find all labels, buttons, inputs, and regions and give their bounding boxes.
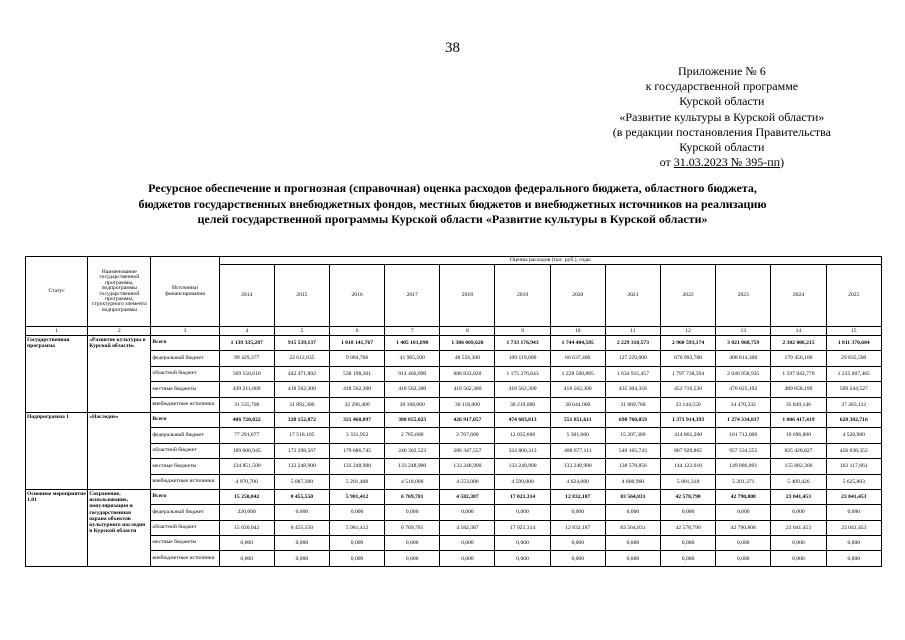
table-row [26,412,882,427]
column-numbers-row [26,327,882,336]
column-number: 14 [771,327,826,336]
cell-value: 698 760,859 [605,412,660,427]
cell-value: 42 578,790 [661,489,716,504]
cell-value: 551 851,611 [550,412,605,427]
header-year: 2022 [661,265,716,327]
cell-value: 408 677,111 [550,443,605,458]
cell-value: 35 849,146 [771,397,826,412]
cell-value: 0,000 [385,551,440,566]
annex-date-prefix: от [659,155,674,170]
cell-value: 6 769,781 [385,489,440,504]
header-year: 2016 [329,265,384,327]
cell-value: 474 683,813 [495,412,550,427]
column-number: 11 [605,327,660,336]
cell-value: 0,000 [550,551,605,566]
cell-value: 286 347,557 [440,443,495,458]
column-number: 12 [661,327,716,336]
header-year: 2014 [219,265,274,327]
cell-value: 4 970,700 [219,474,274,489]
annex-line: Курской области [679,140,765,155]
cell-value: 8 455,550 [274,489,329,504]
cell-status: Государственная программа [26,336,88,413]
cell-source: внебюджетные источники [151,397,219,412]
header-status: Статус [26,257,88,327]
table-row [26,459,882,474]
cell-value: 0,000 [440,505,495,520]
cell-value: 240 302,523 [385,443,440,458]
column-number: 7 [385,327,440,336]
cell-value: 33 144,550 [661,397,716,412]
cell-value: 37 283,112 [826,397,881,412]
cell-value: 5 087,300 [274,474,329,489]
cell-value: 5 301,600 [550,428,605,443]
column-number: 4 [219,327,274,336]
cell-program-name: «Наследие» [88,412,151,489]
cell-value: 0,000 [219,551,274,566]
cell-value: 4 518,000 [385,474,440,489]
cell-value: 149 886,891 [716,459,771,474]
cell-value: 1 405 101,890 [385,336,440,351]
cell-value: 0,000 [495,505,550,520]
cell-value: 4 599,000 [495,474,550,489]
cell-value: 12 832,187 [550,520,605,535]
cell-value: 23 041,453 [771,489,826,504]
cell-value: 1 235 007,465 [826,366,881,381]
cell-source: федеральный бюджет [151,351,219,366]
cell-value: 155 882,366 [771,459,826,474]
cell-value: 328 152,872 [274,412,329,427]
annex-number-sign: № [727,155,746,170]
annex-number: 395-пп [745,155,781,170]
cell-value: 914 466,090 [385,366,440,381]
cell-source: Всего [151,489,219,504]
cell-value: 23 041,453 [826,489,881,504]
column-number: 10 [550,327,605,336]
cell-value: 5 201,400 [329,474,384,489]
cell-value: 0,000 [771,551,826,566]
cell-value: 31 892,300 [274,397,329,412]
column-number: 1 [26,327,88,336]
cell-value: 162 117,661 [826,459,881,474]
cell-value: 2 046 958,935 [716,366,771,381]
cell-value: 0,000 [771,536,826,551]
annex-line: Курской области [679,94,765,109]
cell-value: 23 041,453 [771,520,826,535]
cell-value: 957 534,555 [716,443,771,458]
annex-date: 31.03.2023 [673,155,728,170]
cell-program-name: Сохранение, использование, популяризация и государственная охрана объектов культурного наследия в Курской области [88,489,151,566]
cell-value: 1 811 370,604 [826,336,881,351]
cell-value: 133 248,900 [329,459,384,474]
cell-value: 133 248,900 [385,459,440,474]
cell-value: 15 207,300 [605,428,660,443]
cell-value: 2 767,600 [440,428,495,443]
cell-value: 2 960 593,174 [661,336,716,351]
cell-value: 489 658,199 [771,382,826,397]
table-row [26,505,882,520]
cell-value: 144 122,010 [661,459,716,474]
cell-value: 1 175 276,643 [495,366,550,381]
cell-program-name: «Развитие культуры в Курской области» [88,336,151,413]
table-row [26,489,882,504]
table-row [26,382,882,397]
cell-value: 1 634 915,457 [605,366,660,381]
cell-value: 66 637,400 [550,351,605,366]
cell-value: 0,000 [219,536,274,551]
cell-value: 0,000 [605,536,660,551]
table-row [26,551,882,566]
cell-value: 17 021,314 [495,520,550,535]
header-sources: Источники финансирования [151,257,219,327]
table-row [26,520,882,535]
cell-value: 0,000 [550,536,605,551]
cell-value: 0,000 [826,551,881,566]
cell-value: 161 712,000 [716,428,771,443]
cell-value: 23 041,453 [826,520,881,535]
cell-status: Подпрограмма 1 [26,412,88,489]
header-year: 2025 [826,265,881,327]
cell-value: 0,000 [385,505,440,520]
cell-value: 470 825,192 [716,382,771,397]
cell-value: 133 248,900 [440,459,495,474]
budget-table [25,256,882,567]
cell-value: 0,000 [329,551,384,566]
cell-value: 1 797 738,394 [661,366,716,381]
cell-value: 5 201,371 [716,474,771,489]
cell-source: федеральный бюджет [151,505,219,520]
cell-value: 418 562,300 [329,382,384,397]
cell-value: 0,000 [771,505,826,520]
column-number: 5 [274,327,329,336]
cell-value: 456 038,352 [826,443,881,458]
cell-value: 30 118,000 [440,397,495,412]
cell-source: внебюджетные источники [151,551,219,566]
cell-value: 1 228 560,885 [550,366,605,381]
table-row [26,536,882,551]
table-body [26,336,882,567]
cell-value: 1 018 141,767 [329,336,384,351]
cell-value: 17 518,105 [274,428,329,443]
cell-value: 0,000 [826,505,881,520]
cell-value: 888 833,020 [440,366,495,381]
cell-value: 324 800,313 [495,443,550,458]
column-number: 3 [151,327,219,336]
cell-value: 138 578,856 [605,459,660,474]
cell-value: 1 386 069,620 [440,336,495,351]
cell-source: местные бюджеты [151,382,219,397]
cell-value: 0,000 [329,536,384,551]
cell-value: 0,000 [495,551,550,566]
cell-value: 807 929,865 [661,443,716,458]
cell-value: 1 274 334,817 [716,412,771,427]
cell-value: 1 597 042,770 [771,366,826,381]
column-number: 15 [826,327,881,336]
cell-value: 12 035,600 [495,428,550,443]
cell-value: 22 612,635 [274,351,329,366]
cell-value: 4 808,960 [605,474,660,489]
annex-line: Приложение № 6 [677,64,766,78]
cell-value: 0,000 [495,536,550,551]
cell-value: 0,000 [661,505,716,520]
cell-value: 0,000 [385,536,440,551]
cell-value: 41 905,500 [385,351,440,366]
cell-value: 19 696,800 [771,428,826,443]
cell-value: 418 562,300 [440,382,495,397]
cell-value: 15 250,042 [219,489,274,504]
title-line: бюджетов государственных внебюджетных фондов, местных бюджетов и внебюджетных источников на реализацию [138,196,767,211]
table-row [26,336,882,351]
header-name: Наименование государственной программы, подпрограммы государственной программы, структурного элемента подпрограммы [88,257,151,327]
cell-value: 133 248,900 [495,459,550,474]
cell-value: 17 021,314 [495,489,550,504]
header-year: 2017 [385,265,440,327]
cell-value: 406 720,822 [219,412,274,427]
cell-value: 2 229 318,573 [605,336,660,351]
cell-value: 29 835,500 [826,351,881,366]
cell-value: 48 556,300 [440,351,495,366]
column-number: 6 [329,327,384,336]
table-row [26,351,882,366]
cell-value: 133 248,900 [550,459,605,474]
cell-value: 42 578,790 [661,520,716,535]
column-number: 13 [716,327,771,336]
cell-source: федеральный бюджет [151,428,219,443]
cell-value: 5 981,412 [329,520,384,535]
cell-value: 439 211,600 [219,382,274,397]
cell-source: местные бюджеты [151,536,219,551]
cell-value: 0,000 [716,551,771,566]
cell-value: 3 331,952 [329,428,384,443]
cell-value: 569 158,610 [219,366,274,381]
cell-value: 1 371 914,393 [661,412,716,427]
cell-value: 109 119,000 [495,351,550,366]
header-year: 2024 [771,265,826,327]
cell-value: 30 644,000 [550,397,605,412]
cell-value: 418 562,300 [274,382,329,397]
column-number: 8 [440,327,495,336]
cell-value: 2 785,600 [385,428,440,443]
cell-value: 220,000 [219,505,274,520]
cell-value: 676 993,700 [661,351,716,366]
cell-value: 408 814,300 [716,351,771,366]
cell-value: 915 539,137 [274,336,329,351]
cell-value: 0,000 [661,536,716,551]
header-year: 2015 [274,265,329,327]
cell-source: Всего [151,336,219,351]
cell-value: 4 520,900 [826,428,881,443]
annex-suffix: ) [780,155,785,170]
cell-value: 83 564,831 [605,489,660,504]
cell-value: 414 861,200 [661,428,716,443]
table-row [26,443,882,458]
cell-value: 418 562,300 [495,382,550,397]
cell-source: областной бюджет [151,520,219,535]
cell-status: Основное мероприятие 1.01 [26,489,88,566]
cell-value: 4 582,387 [440,489,495,504]
header-year: 2023 [716,265,771,327]
cell-value: 0,000 [274,551,329,566]
table-row [26,428,882,443]
header-year: 2018 [440,265,495,327]
cell-value: 0,000 [716,536,771,551]
header-estimate: Оценка расходов (тыс. руб.), годы [219,257,881,265]
cell-value: 0,000 [605,551,660,566]
cell-value: 31 535,700 [219,397,274,412]
cell-value: 418 562,300 [550,382,605,397]
table-row [26,397,882,412]
title-line: целей государственной программы Курской области «Развитие культуры в Курской области» [197,212,708,226]
cell-value: 134 851,500 [219,459,274,474]
cell-source: местные бюджеты [151,459,219,474]
cell-value: 0,000 [329,505,384,520]
cell-source: Всего [151,412,219,427]
cell-value: 0,000 [274,505,329,520]
cell-value: 0,000 [274,536,329,551]
cell-value: 426 917,057 [440,412,495,427]
cell-value: 133 248,900 [274,459,329,474]
cell-value: 127 229,000 [605,351,660,366]
table-row [26,474,882,489]
column-number: 9 [495,327,550,336]
cell-value: 34 470,332 [716,397,771,412]
cell-value: 179 686,745 [329,443,384,458]
cell-value: 77 291,677 [219,428,274,443]
cell-value: 83 564,831 [605,520,660,535]
annex-date-line [613,155,831,170]
header-year: 2019 [495,265,550,327]
cell-value: 0,000 [440,551,495,566]
cell-value: 442 471,892 [274,366,329,381]
cell-value: 540 165,743 [605,443,660,458]
cell-value: 0,000 [661,551,716,566]
cell-value: 825 428,827 [771,443,826,458]
cell-value: 418 562,300 [385,382,440,397]
cell-value: 0,000 [605,505,660,520]
cell-source: областной бюджет [151,443,219,458]
cell-value: 30 219,000 [495,397,550,412]
cell-value: 435 304,356 [605,382,660,397]
column-number: 2 [88,327,151,336]
page-number: 38 [445,40,460,56]
cell-value: 0,000 [550,505,605,520]
cell-value: 5 409,426 [771,474,826,489]
title-line: Ресурсное обеспечение и прогнозная (справочная) оценка расходов федерального бюджета, областного бюджета, [148,181,757,195]
cell-value: 6 769,781 [385,520,440,535]
cell-value: 31 869,760 [605,397,660,412]
cell-value: 9 084,766 [329,351,384,366]
cell-value: 4 553,000 [440,474,495,489]
cell-value: 179 456,100 [771,351,826,366]
document-title [100,181,805,228]
cell-value: 32 296,400 [329,397,384,412]
cell-value: 1 744 404,585 [550,336,605,351]
cell-value: 5 001,318 [661,474,716,489]
cell-value: 5 981,412 [329,489,384,504]
cell-value: 2 302 006,215 [771,336,826,351]
cell-value: 321 468,097 [329,412,384,427]
cell-value: 1 139 335,287 [219,336,274,351]
cell-value: 189 606,945 [219,443,274,458]
cell-value: 172 298,567 [274,443,329,458]
cell-value: 99 429,377 [219,351,274,366]
cell-value: 509 244,527 [826,382,881,397]
annex-line: «Развитие культуры в Курской области» [619,109,825,124]
table-row [26,366,882,381]
cell-value: 628 302,716 [826,412,881,427]
cell-value: 3 021 068,759 [716,336,771,351]
cell-value: 42 790,808 [716,520,771,535]
annex-line: к государственной программе [645,79,799,94]
annex-block [613,64,831,170]
cell-value: 0,000 [826,536,881,551]
header-year: 2021 [605,265,660,327]
cell-value: 380 855,023 [385,412,440,427]
annex-line: (в редакции постановления Правительства [612,124,831,139]
cell-value: 4 582,387 [440,520,495,535]
cell-value: 4 624,000 [550,474,605,489]
cell-value: 12 832,187 [550,489,605,504]
cell-value: 30 168,000 [385,397,440,412]
header-year: 2020 [550,265,605,327]
cell-value: 1 006 417,419 [771,412,826,427]
cell-value: 15 030,042 [219,520,274,535]
cell-value: 5 625,803 [826,474,881,489]
cell-value: 42 790,808 [716,489,771,504]
cell-value: 452 716,530 [661,382,716,397]
cell-value: 0,000 [440,536,495,551]
cell-value: 538 198,301 [329,366,384,381]
cell-value: 1 733 176,943 [495,336,550,351]
cell-source: областной бюджет [151,366,219,381]
cell-value: 8 455,550 [274,520,329,535]
cell-source: внебюджетные источники [151,474,219,489]
cell-value: 0,000 [716,505,771,520]
